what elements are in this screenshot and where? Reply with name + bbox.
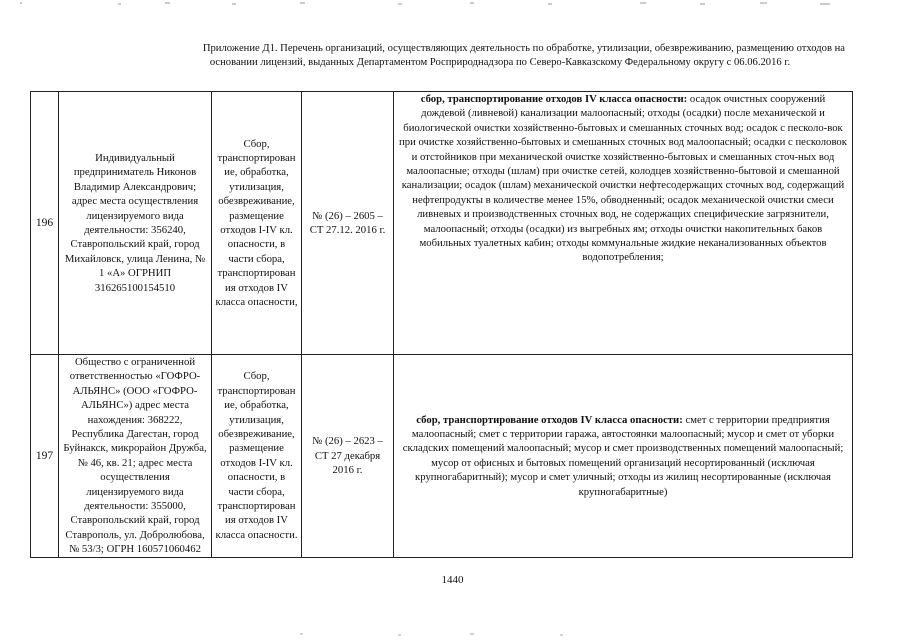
waste-title: сбор, транспортирование отходов IV класса опасности: [416, 413, 683, 426]
header-line-1: Приложение Д1. Перечень организаций, осуществляющих деятельность по обработке, утилизации, обезвреживанию, размещению отходов на [202, 43, 845, 54]
table-row [31, 92, 853, 355]
table-row [31, 355, 853, 558]
row-number: 196 [31, 92, 59, 355]
page-number: 1440 [441, 574, 464, 586]
waste-title: сбор, транспортирование отходов IV класса опасности: [420, 93, 688, 105]
waste-text: осадок очистных сооружений дождевой (ливневой) канализации малоопасный; отходы (осадки) после механической и биологической очистки хозяйственно-бытовых и смешанных сточных вод; осадок с песколо-вок при очистке хозяйственно-бытовых и смешанных сточных вод малоопасный; осадки с песколовок и отстойников при механической очистке хозяйственно-бытовых и смешанных сточ-ных вод малоопасные; отходы (шлам) при очистке сетей, колодцев хозяйственно-бытовой и смешанной канализации; осадок (шлам) механической очистки нефтесодержащих сточных вод, содержащий нефтепродукты в количестве менее 15%, обводненный; осадок механической очистки смеси ливневых и производственных сточных вод, не содержащих специфические загрязнители, малоопасный; отходы (осадки) из выгребных ям; отходы очистки накопительных баков мобильных туалетных кабин; отходы коммунальные жидкие неканализованных объектов водопотребления; [399, 93, 847, 264]
waste-cell [394, 92, 853, 355]
scan-top-noise [0, 0, 905, 12]
scan-bottom-noise [0, 626, 905, 640]
organization-cell: Индивидуальный предприниматель Никонов Владимир Александрович; адрес места осуществления лицензируемого вида деятельности: 356240, Ставропольский край, город Михайловск, улица Ленина, № 1 «А» ОГРНИП 316265100154510 [59, 92, 212, 355]
license-cell: № (26) – 2605 – СТ 27.12. 2016 г. [302, 92, 394, 355]
license-cell: № (26) – 2623 – СТ 27 декабря 2016 г. [302, 355, 394, 558]
activity-cell: Сбор, транспортирован ие, обработка, утилизация, обезвреживание, размещение отходов I-IV кл. опасности, в части сбора, транспортирован ия отходов IV класса опасности. [212, 355, 302, 558]
header-line-2: основании лицензий, выданных Департаментом Росприроднадзора по Северо-Кавказскому Федеральному округу с 06.06.2016 г. [209, 57, 791, 68]
waste-cell [394, 355, 853, 558]
row-number: 197 [31, 355, 59, 558]
document-header [75, 42, 855, 70]
license-table [30, 91, 853, 558]
organization-cell: Общество с ограниченной ответственностью «ГОФРО-АЛЬЯНС» (ООО «ГОФРО-АЛЬЯНС») адрес места нахождения: 368222, Республика Дагестан, город Буйнакск, микрорайон Дружба, № 46, кв. 21; адрес места осуществления лицензируемого вида деятельности: 355000, Ставропольский край, город Ставрополь, ул. Добролюбова, № 53/3; ОГРН 160571060462 [59, 355, 212, 558]
waste-text: смет с территории предприятия малоопасный; смет с территории гаража, автостоянки малоопасный; мусор и смет от уборки складских помещений малоопасный; мусор и смет производственных помещений малоопасный; мусор от офисных и бытовых помещений организаций несортированный (исключая крупногабаритный); мусор и смет уличный; отходы из жилищ несортированные (исключая крупногабаритные) [402, 413, 844, 498]
activity-cell: Сбор, транспортирован ие, обработка, утилизация, обезвреживание, размещение отходов I-IV кл. опасности, в части сбора, транспортирован ия отходов IV класса опасности, [212, 92, 302, 355]
